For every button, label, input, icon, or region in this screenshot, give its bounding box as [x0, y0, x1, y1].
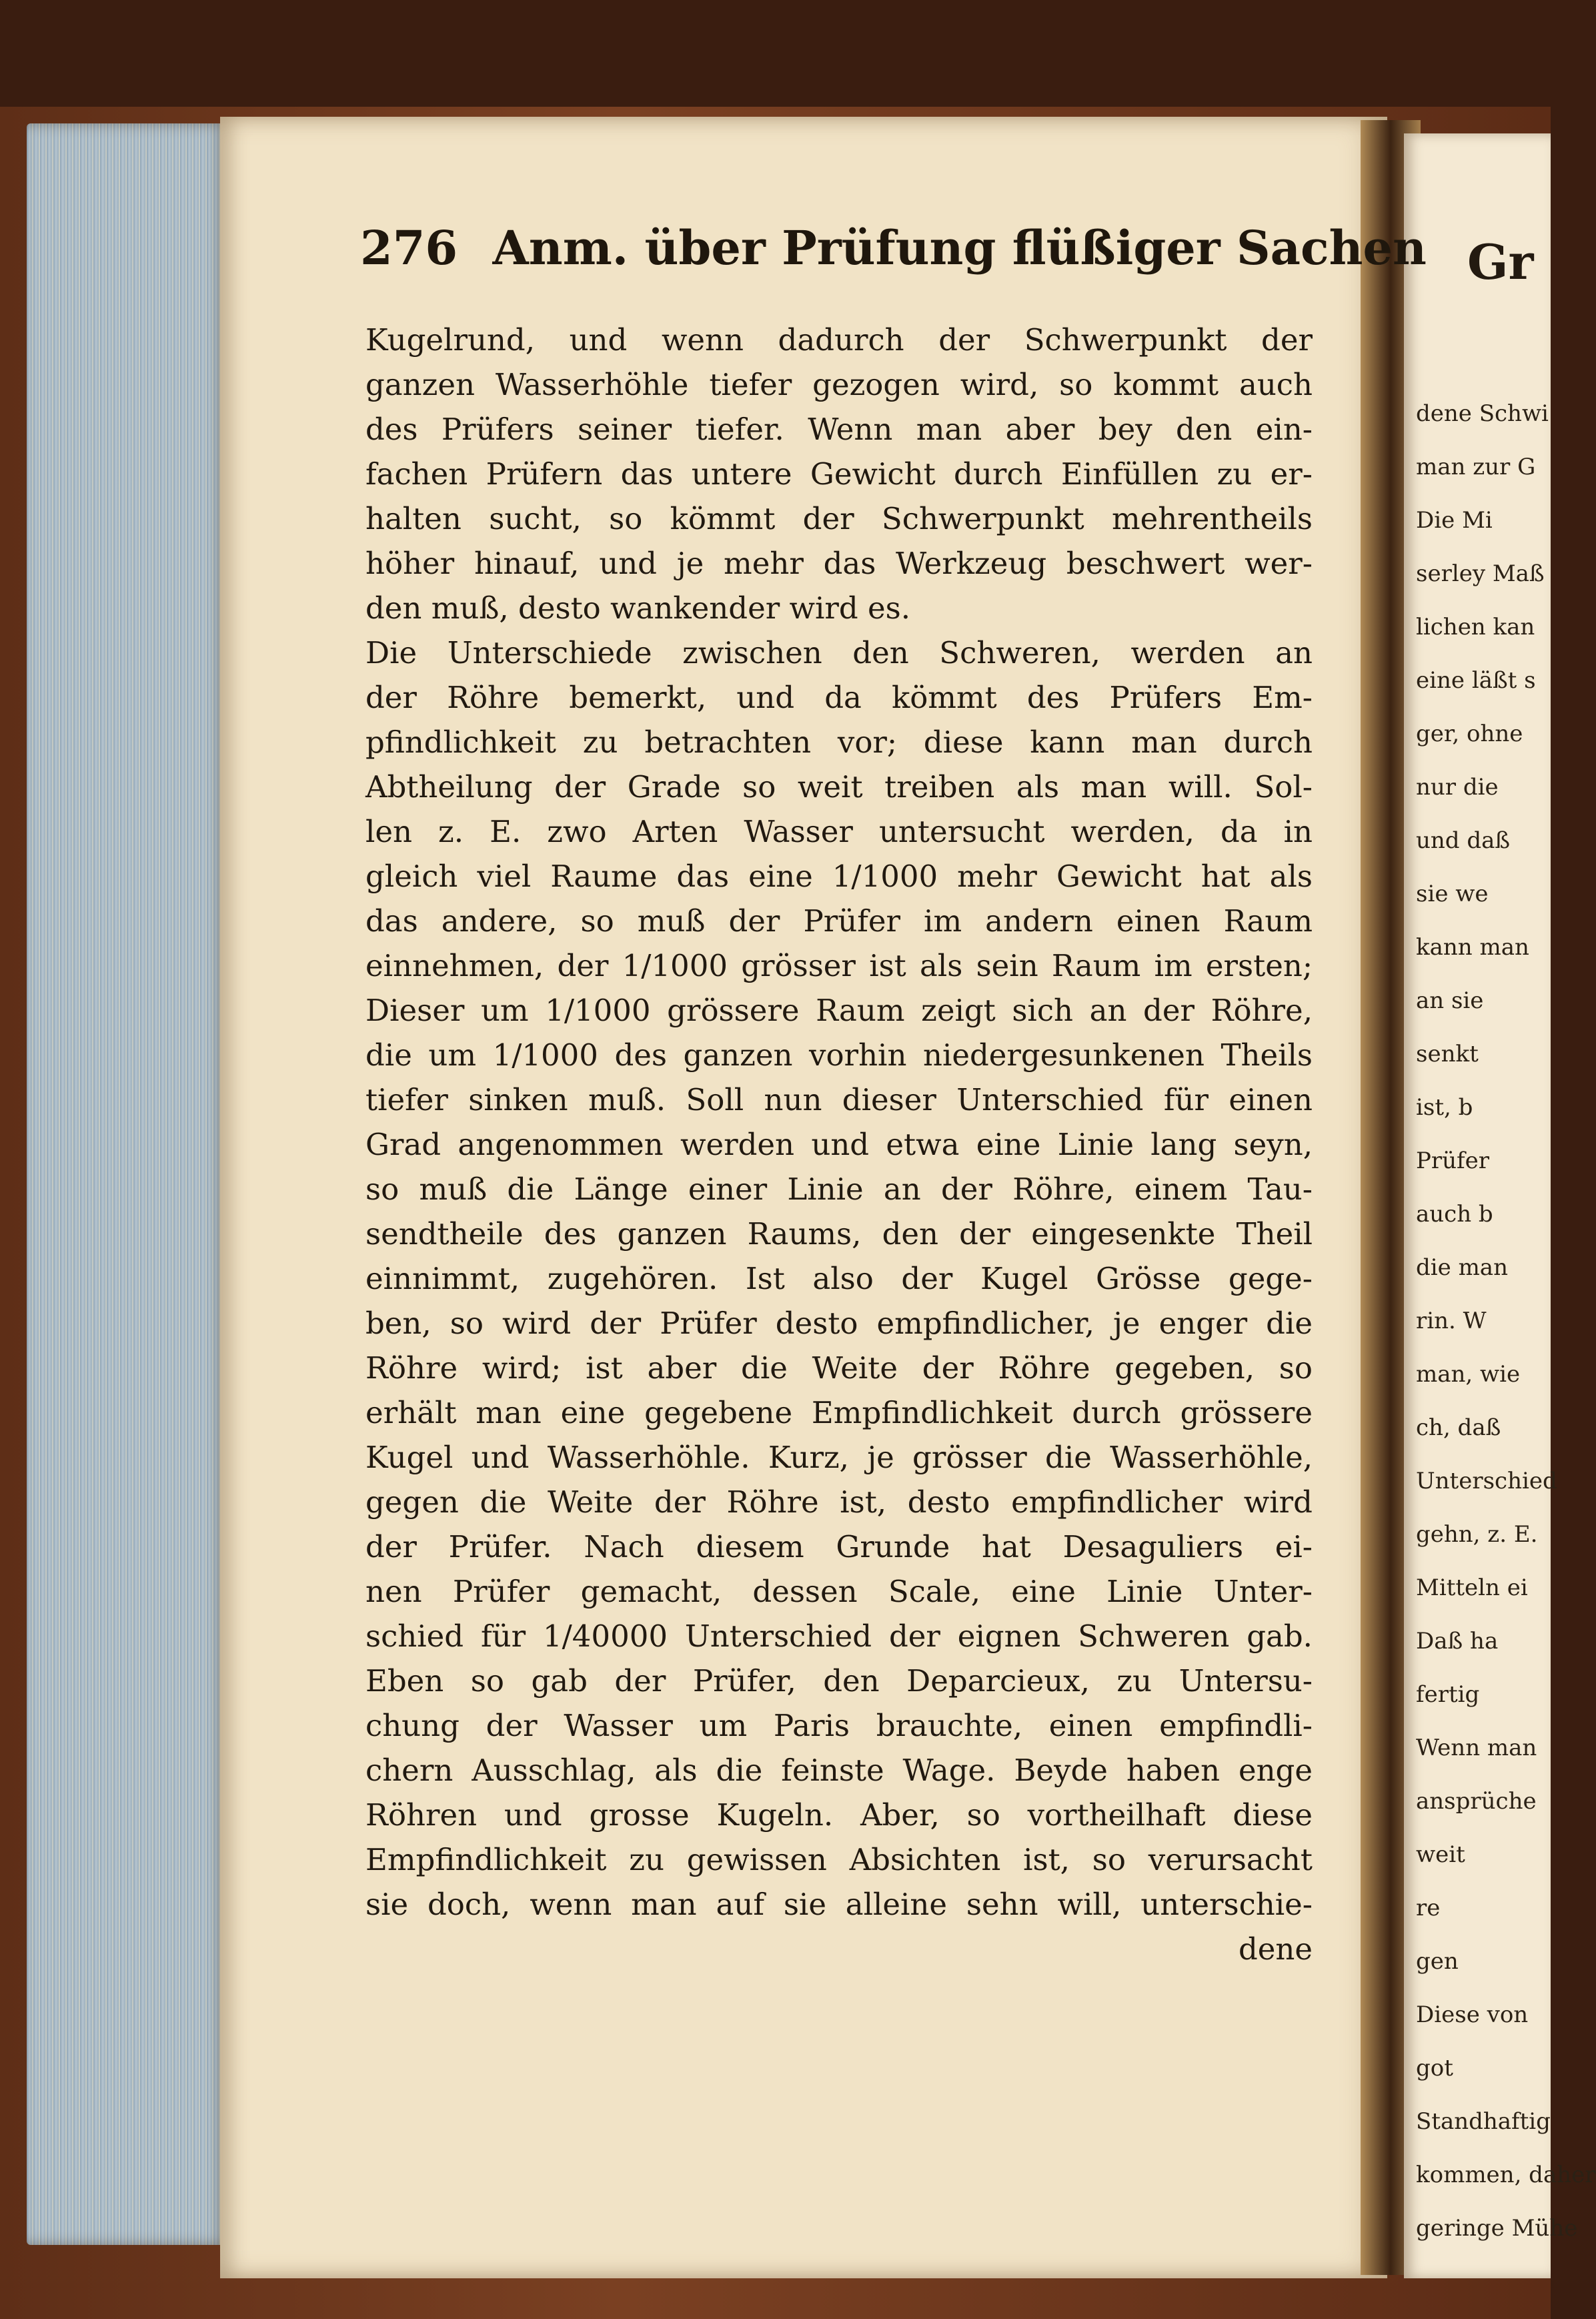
- text-line: schied für 1/40000 Unterschied der eignen Schweren gab.: [365, 1618, 1313, 1654]
- text-line: pfindlichkeit zu betrachten vor; diese kann man durch: [365, 725, 1313, 760]
- facing-page-line: an sie: [1416, 987, 1484, 1014]
- facing-page-line: got: [1416, 2055, 1453, 2081]
- facing-page-line: kann man: [1416, 934, 1529, 961]
- text-line: die um 1/1000 des ganzen vorhin niedergesunkenen Theils: [365, 1037, 1313, 1073]
- facing-page-line: eine läßt s: [1416, 667, 1536, 694]
- text-line: das andere, so muß der Prüfer im andern einen Raum: [365, 903, 1313, 939]
- facing-page-line: Mitteln ei: [1416, 1574, 1528, 1601]
- facing-page-line: auch b: [1416, 1201, 1493, 1228]
- text-line: Abtheilung der Grade so weit treiben als man will. Sol-: [365, 769, 1313, 805]
- text-line: Eben so gab der Prüfer, den Deparcieux, zu Untersu-: [365, 1663, 1313, 1699]
- page-number: 276: [360, 220, 458, 276]
- facing-page-line: ansprüche: [1416, 1788, 1537, 1815]
- text-line: erhält man eine gegebene Empfindlichkeit durch grössere: [365, 1395, 1313, 1430]
- text-line: nen Prüfer gemacht, dessen Scale, eine Linie Unter-: [365, 1574, 1313, 1609]
- text-line: einnimmt, zugehören. Ist also der Kugel Grösse gege-: [365, 1261, 1313, 1296]
- text-line: ganzen Wasserhöhle tiefer gezogen wird, so kommt auch: [365, 367, 1313, 402]
- text-line: sendtheile des ganzen Raums, den der eingesenkte Theil: [365, 1216, 1313, 1252]
- text-line: höher hinauf, und je mehr das Werkzeug beschwert wer-: [365, 546, 1313, 581]
- text-line: len z. E. zwo Arten Wasser untersucht werden, da in: [365, 814, 1313, 849]
- facing-page-line: ch, daß: [1416, 1414, 1501, 1441]
- facing-page-head: Gr: [1467, 234, 1534, 290]
- running-header: [360, 220, 1427, 300]
- text-line: der Röhre bemerkt, und da kömmt des Prüfers Em-: [365, 680, 1313, 715]
- text-line: halten sucht, so kömmt der Schwerpunkt mehrentheils: [365, 501, 1313, 536]
- text-line: Empfindlichkeit zu gewissen Absichten ist, so verursacht: [365, 1842, 1313, 1877]
- text-line: so muß die Länge einer Linie an der Röhre, einem Tau-: [365, 1172, 1313, 1207]
- facing-page-line: Diese von: [1416, 2001, 1529, 2028]
- facing-page-line: Daß ha: [1416, 1628, 1499, 1655]
- facing-page-line: kommen, daher: [1416, 2162, 1596, 2188]
- facing-page-line: serley Maß: [1416, 560, 1545, 587]
- facing-page-line: gen: [1416, 1948, 1459, 1975]
- text-line: chern Ausschlag, als die feinste Wage. Beyde haben enge: [365, 1753, 1313, 1788]
- text-line: Röhre wird; ist aber die Weite der Röhre gegeben, so: [365, 1350, 1313, 1386]
- facing-page-line: lichen kan: [1416, 614, 1535, 640]
- text-line: des Prüfers seiner tiefer. Wenn man aber bey den ein-: [365, 412, 1313, 447]
- text-line: sie doch, wenn man auf sie alleine sehn will, unterschie-: [365, 1887, 1313, 1922]
- text-line: Röhren und grosse Kugeln. Aber, so vortheilhaft diese: [365, 1797, 1313, 1833]
- text-line: gegen die Weite der Röhre ist, desto empfindlicher wird: [365, 1484, 1313, 1520]
- text-line: ben, so wird der Prüfer desto empfindlicher, je enger die: [365, 1306, 1313, 1341]
- text-line: Die Unterschiede zwischen den Schweren, werden an: [365, 635, 1313, 670]
- facing-page-line: Standhaftig: [1416, 2108, 1551, 2135]
- facing-page-line: sie we: [1416, 881, 1489, 907]
- facing-page-line: re: [1416, 1895, 1441, 1921]
- facing-page-line: und daß: [1416, 827, 1511, 854]
- page-fore-edge: [27, 123, 227, 2245]
- facing-page-line: Prüfer: [1416, 1147, 1489, 1174]
- facing-page-line: Unterschied: [1416, 1468, 1557, 1494]
- text-line: Dieser um 1/1000 grössere Raum zeigt sich an der Röhre,: [365, 993, 1313, 1028]
- facing-page-edge: [1404, 133, 1596, 2278]
- body-text: [365, 318, 1313, 1971]
- text-line: den muß, desto wankender wird es.: [365, 590, 911, 626]
- facing-page-line: weit: [1416, 1841, 1465, 1868]
- text-line: fachen Prüfern das untere Gewicht durch Einfüllen zu er-: [365, 456, 1313, 492]
- facing-page-line: rin. W: [1416, 1308, 1487, 1334]
- facing-page-line: ger, ohne: [1416, 721, 1523, 747]
- facing-page-line: fertig: [1416, 1681, 1480, 1708]
- facing-page-line: Wenn man: [1416, 1735, 1537, 1761]
- text-line: gleich viel Raume das eine 1/1000 mehr Gewicht hat als: [365, 859, 1313, 894]
- facing-page-line: nur die: [1416, 774, 1499, 801]
- facing-page-line: man, wie: [1416, 1361, 1521, 1388]
- facing-page-line: gehn, z. E.: [1416, 1521, 1538, 1548]
- facing-page-line: ist, b: [1416, 1094, 1473, 1121]
- facing-page-line: dene Schwi: [1416, 400, 1549, 427]
- catchword: dene: [1238, 1931, 1313, 1967]
- facing-page-line: geringe Mühe: [1416, 2215, 1578, 2242]
- text-line: Kugel und Wasserhöhle. Kurz, je grösser die Wasserhöhle,: [365, 1440, 1313, 1475]
- text-line: tiefer sinken muß. Soll nun dieser Unterschied für einen: [365, 1082, 1313, 1117]
- facing-page-line: man zur G: [1416, 454, 1536, 480]
- running-title: Anm. über Prüfung flüßiger Sachen: [492, 220, 1427, 276]
- facing-page-line: Die Mi: [1416, 507, 1493, 534]
- text-line: einnehmen, der 1/1000 grösser ist als sein Raum im ersten;: [365, 948, 1313, 983]
- text-line: der Prüfer. Nach diesem Grunde hat Desaguliers ei-: [365, 1529, 1313, 1564]
- facing-page-line: die man: [1416, 1254, 1508, 1281]
- text-line: Kugelrund, und wenn dadurch der Schwerpunkt der: [365, 322, 1313, 358]
- text-line: Grad angenommen werden und etwa eine Linie lang seyn,: [365, 1127, 1313, 1162]
- facing-page-line: senkt: [1416, 1041, 1479, 1067]
- text-line: chung der Wasser um Paris brauchte, einen empfindli-: [365, 1708, 1313, 1743]
